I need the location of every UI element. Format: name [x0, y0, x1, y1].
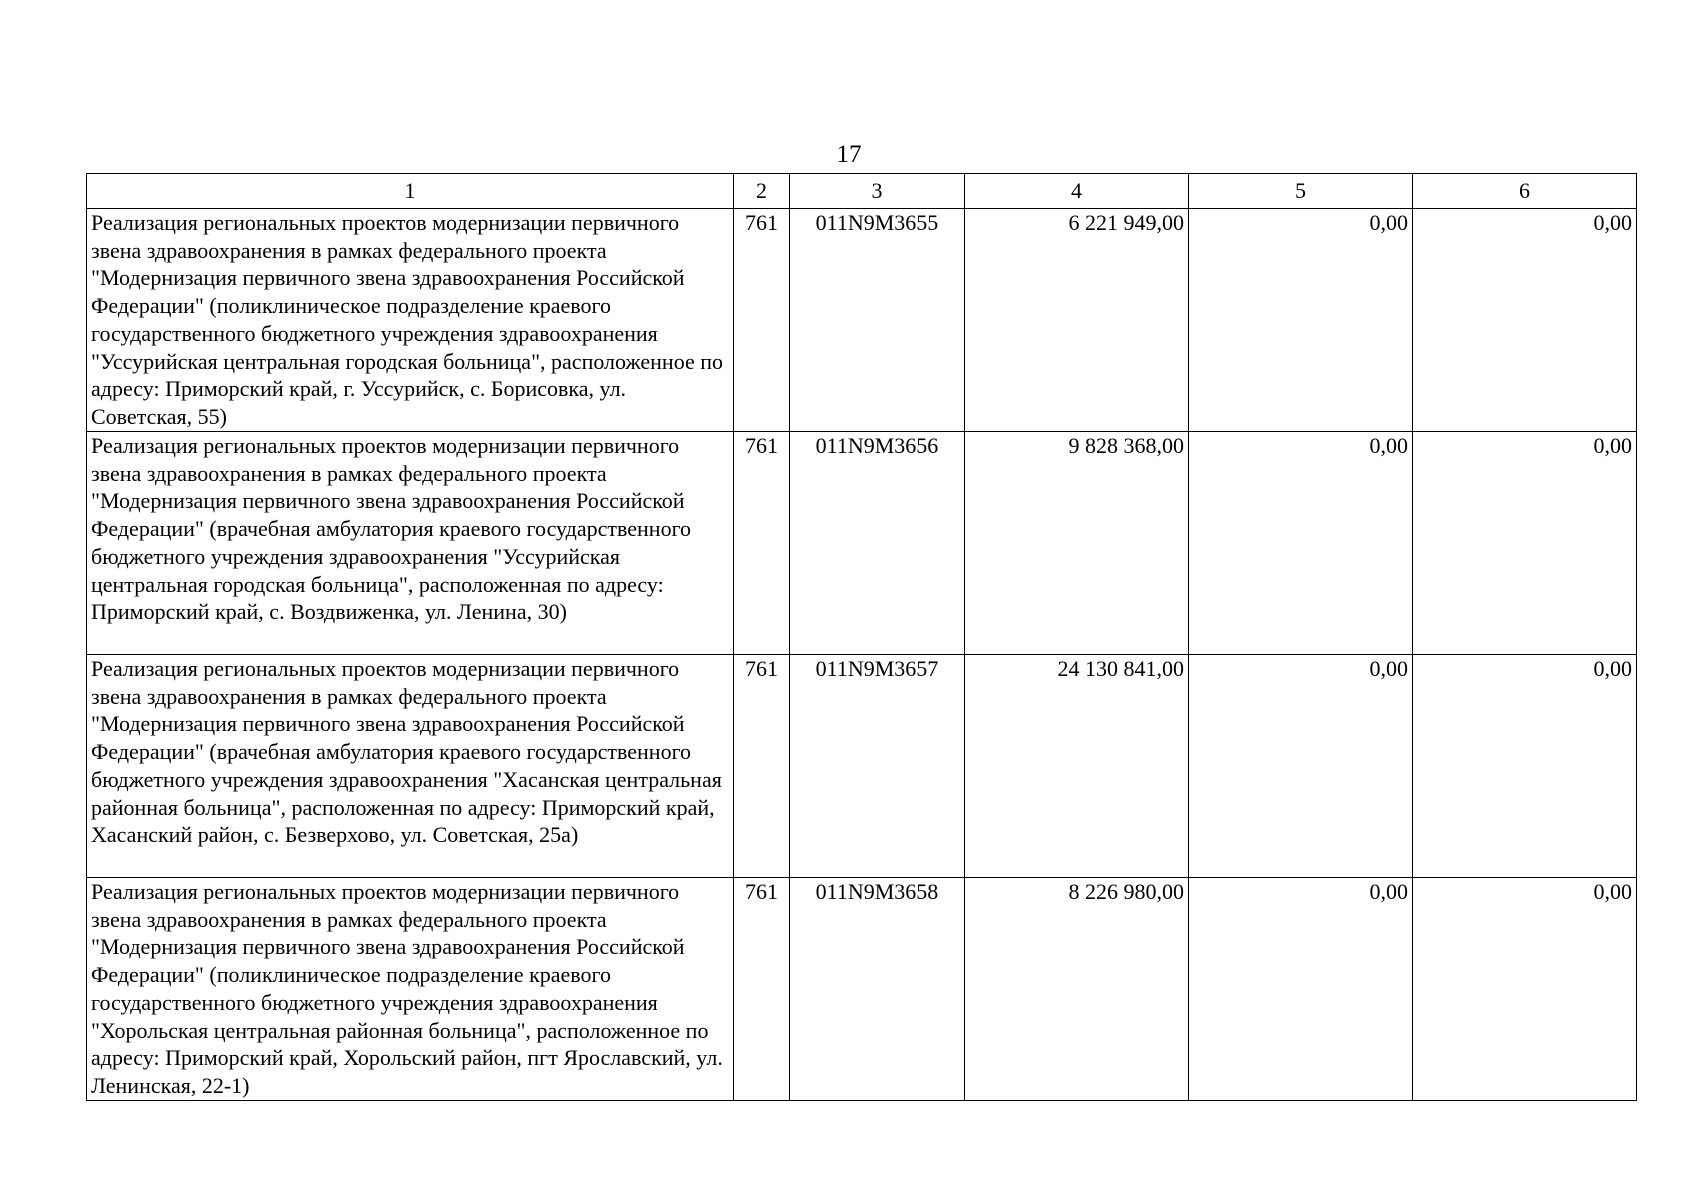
row-department-code: 761: [734, 655, 790, 878]
table-row: [87, 209, 1637, 432]
budget-table: [86, 173, 1637, 1101]
header-row: [87, 174, 1637, 209]
row-amount-col6: 0,00: [1413, 209, 1637, 432]
row-description: Реализация региональных проектов модернизации первичного звена здравоохранения в рамках федерального проекта "Модернизация первичного звена здравоохранения Российской Федерации" (врачебная амбулатория краевого государственного бюджетного учреждения здравоохранения "Уссурийская центральная городская больница", расположенная по адресу: Приморский край, с. Воздвиженка, ул. Ленина, 30): [87, 432, 734, 655]
row-target-article-code: 011N9M3657: [790, 655, 965, 878]
column-header-5: 5: [1189, 174, 1413, 209]
column-header-6: 6: [1413, 174, 1637, 209]
table-row: [87, 878, 1637, 1101]
row-amount-col4: 8 226 980,00: [965, 878, 1189, 1101]
row-description: Реализация региональных проектов модернизации первичного звена здравоохранения в рамках федерального проекта "Модернизация первичного звена здравоохранения Российской Федерации" (поликлиническое подразделение краевого государственного бюджетного учреждения здравоохранения "Уссурийская центральная городская больница", расположенное по адресу: Приморский край, г. Уссурийск, с. Борисовка, ул. Советская, 55): [87, 209, 734, 432]
row-amount-col5: 0,00: [1189, 209, 1413, 432]
row-amount-col6: 0,00: [1413, 432, 1637, 655]
row-target-article-code: 011N9M3656: [790, 432, 965, 655]
row-amount-col5: 0,00: [1189, 878, 1413, 1101]
row-department-code: 761: [734, 432, 790, 655]
column-header-1: 1: [87, 174, 734, 209]
column-header-2: 2: [734, 174, 790, 209]
row-target-article-code: 011N9M3658: [790, 878, 965, 1101]
row-amount-col5: 0,00: [1189, 655, 1413, 878]
page-number: 17: [836, 141, 862, 168]
row-amount-col4: 24 130 841,00: [965, 655, 1189, 878]
row-department-code: 761: [734, 209, 790, 432]
row-amount-col4: 9 828 368,00: [965, 432, 1189, 655]
row-amount-col6: 0,00: [1413, 878, 1637, 1101]
row-description: Реализация региональных проектов модернизации первичного звена здравоохранения в рамках федерального проекта "Модернизация первичного звена здравоохранения Российской Федерации" (поликлиническое подразделение краевого государственного бюджетного учреждения здравоохранения "Хорольская центральная районная больница", расположенное по адресу: Приморский край, Хорольский район, пгт Ярославский, ул. Ленинская, 22-1): [87, 878, 734, 1101]
table-row: [87, 432, 1637, 655]
row-target-article-code: 011N9M3655: [790, 209, 965, 432]
row-amount-col6: 0,00: [1413, 655, 1637, 878]
row-department-code: 761: [734, 878, 790, 1101]
column-header-3: 3: [790, 174, 965, 209]
row-amount-col5: 0,00: [1189, 432, 1413, 655]
row-description: Реализация региональных проектов модернизации первичного звена здравоохранения в рамках федерального проекта "Модернизация первичного звена здравоохранения Российской Федерации" (врачебная амбулатория краевого государственного бюджетного учреждения здравоохранения "Хасанская центральная районная больница", расположенная по адресу: Приморский край, Хасанский район, с. Безверхово, ул. Советская, 25а): [87, 655, 734, 878]
row-amount-col4: 6 221 949,00: [965, 209, 1189, 432]
column-header-4: 4: [965, 174, 1189, 209]
table-row: [87, 655, 1637, 878]
